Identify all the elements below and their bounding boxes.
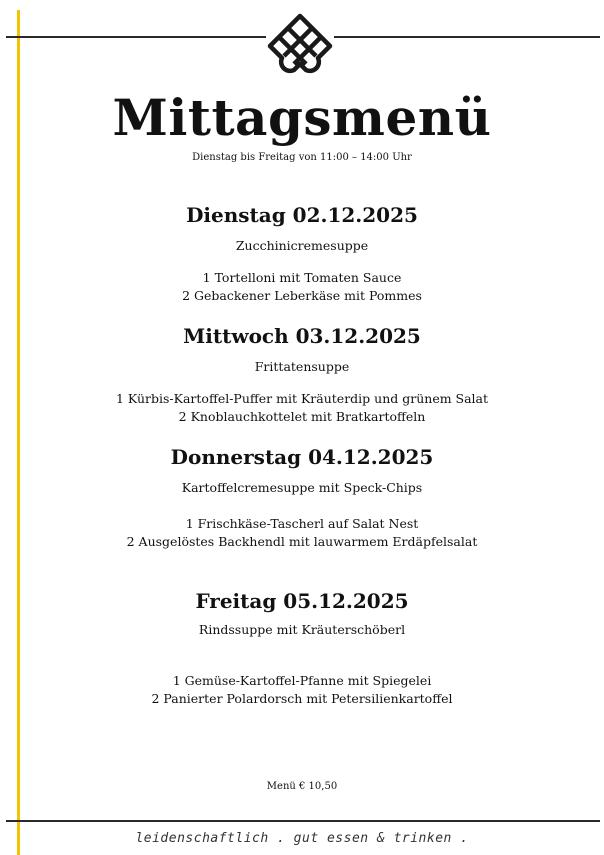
day-heading-wednesday: Mittwoch 03.12.2025: [183, 324, 421, 348]
dish-friday-1: 1 Gemüse-Kartoffel-Pfanne mit Spiegelei: [172, 673, 432, 688]
day-heading-tuesday: Dienstag 02.12.2025: [186, 203, 418, 227]
dish-friday-2: 2 Panierter Polardorsch mit Petersilienkartoffel: [151, 691, 453, 706]
soup-thursday: Kartoffelcremesuppe mit Speck-Chips: [181, 480, 423, 495]
dish-thursday-2: 2 Ausgelöstes Backhendl mit lauwarmem Erdäpfelsalat: [126, 534, 478, 549]
day-heading-friday: Freitag 05.12.2025: [195, 589, 409, 613]
lattice-heart-knot-icon: [266, 12, 334, 74]
day-heading-thursday: Donnerstag 04.12.2025: [170, 445, 434, 469]
dish-wednesday-2: 2 Knoblauchkottelet mit Bratkartoffeln: [178, 409, 426, 424]
bottom-divider: [6, 820, 600, 822]
soup-friday: Rindssuppe mit Kräuterschöberl: [198, 622, 406, 637]
dish-tuesday-2: 2 Gebackener Leberkäse mit Pommes: [182, 288, 422, 303]
menu-price: Menü € 10,50: [266, 781, 338, 792]
soup-wednesday: Frittatensuppe: [254, 359, 350, 374]
tagline: leidenschaftlich . gut essen & trinken .: [135, 831, 469, 846]
dish-tuesday-1: 1 Tortelloni mit Tomaten Sauce: [202, 270, 402, 285]
soup-tuesday: Zucchinicremesuppe: [235, 238, 369, 253]
page-title: Mittagsmenü: [112, 88, 492, 147]
service-hours: Dienstag bis Freitag von 11:00 – 14:00 Uhr: [192, 152, 412, 163]
dish-thursday-1: 1 Frischkäse-Tascherl auf Salat Nest: [185, 516, 419, 531]
dish-wednesday-1: 1 Kürbis-Kartoffel-Puffer mit Kräuterdip und grünem Salat: [115, 391, 489, 406]
